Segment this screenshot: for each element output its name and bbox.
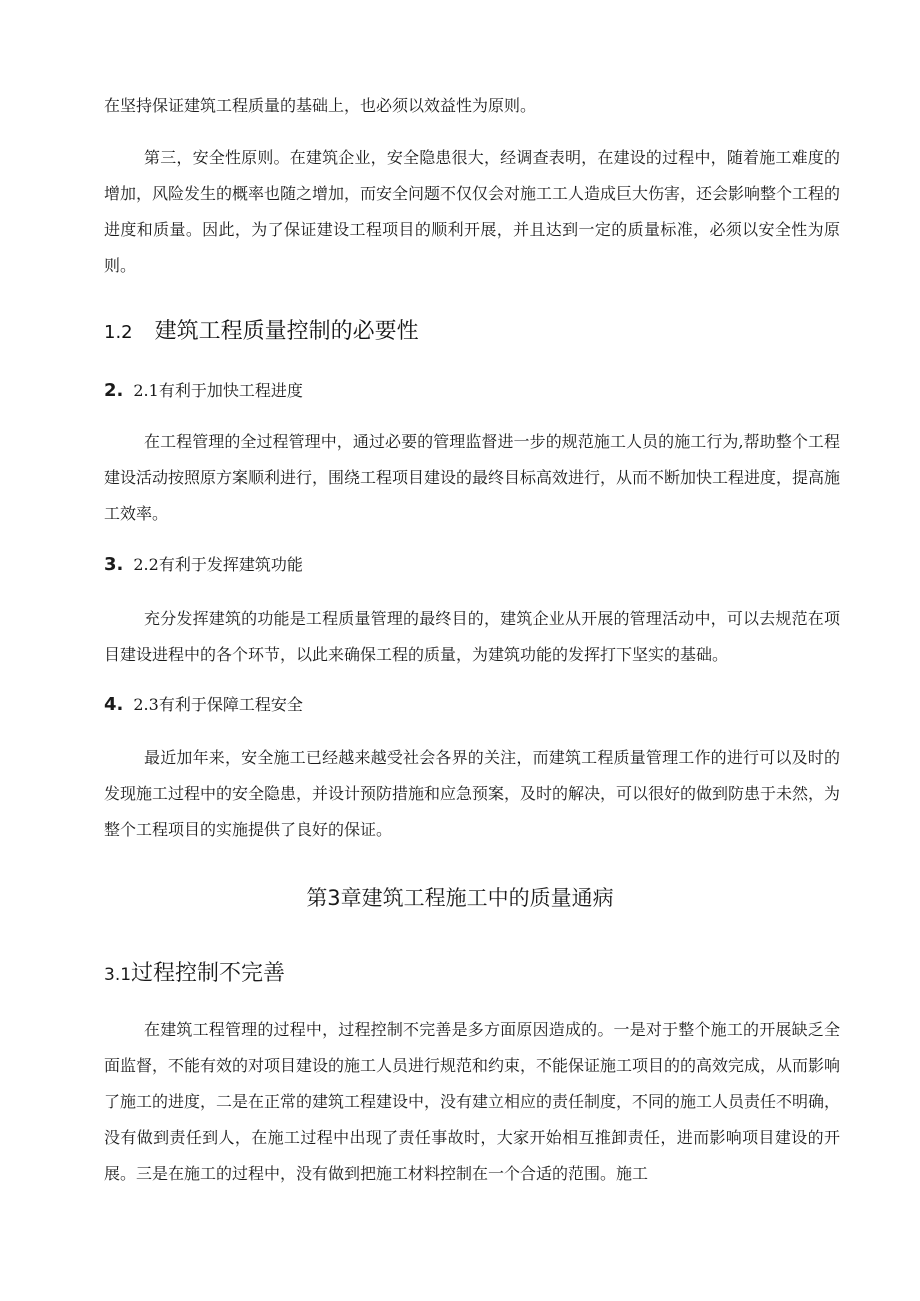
subsection-title: 2.2有利于发挥建筑功能	[133, 555, 303, 574]
section-heading-1-2	[104, 316, 419, 349]
section-title: 过程控制不完善	[131, 961, 286, 986]
subsection-title: 2.3有利于保障工程安全	[133, 695, 303, 714]
list-number: 2.	[104, 380, 124, 401]
paragraph-building-function: 充分发挥建筑的功能是工程质量管理的最终目的，建筑企业从开展的管理活动中，可以去规范在项目建设进程中的各个环节，以此来确保工程的质量，为建筑功能的发挥打下坚实的基础。	[104, 609, 840, 664]
paragraph-construction-safety: 最近加年来，安全施工已经越来越受社会各界的关注，而建筑工程质量管理工作的进行可以及时的发现施工过程中的安全隐患，并设计预防措施和应急预案，及时的解决，可以很好的做到防患于未然，为整个工程项目的实施提供了良好的保证。	[104, 748, 841, 839]
subsection-heading-2-3	[104, 690, 303, 720]
section-heading-3-1	[104, 958, 285, 991]
chapter-heading-3: 第3章建筑工程施工中的质量通病	[306, 886, 614, 910]
paragraph-efficiency-principle: 在坚持保证建筑工程质量的基础上，也必须以效益性为原则。	[104, 96, 537, 115]
list-number: 3.	[104, 554, 124, 575]
section-number: 1.2	[104, 322, 133, 343]
paragraph-process-control: 在建筑工程管理的过程中，过程控制不完善是多方面原因造成的。一是对于整个施工的开展缺乏全面监督，不能有效的对项目建设的施工人员进行规范和约束，不能保证施工项目的的高效完成，从而影响了施工的进度，二是在正常的建筑工程建设中，没有建立相应的责任制度，不同的施工人员责任不明确，没有做到责任到人，在施工过程中出现了责任事故时，大家开始相互推卸责任，进而影响项目建设的开展。三是在施工的过程中，没有做到把施工材料控制在一个合适的范围。施工	[104, 1020, 841, 1183]
subsection-heading-2-2	[104, 550, 303, 580]
subsection-title: 2.1有利于加快工程进度	[133, 381, 303, 400]
section-number: 3.1	[104, 965, 132, 985]
subsection-heading-2-1	[104, 376, 303, 406]
list-number: 4.	[104, 694, 124, 715]
paragraph-safety-principle: 第三，安全性原则。在建筑企业，安全隐患很大，经调查表明，在建设的过程中，随着施工难度的增加，风险发生的概率也随之增加，而安全问题不仅仅会对施工工人造成巨大伤害，还会影响整个工程的进度和质量。因此，为了保证建设工程项目的顺利开展，并且达到一定的质量标准，必须以安全性为原则。	[104, 148, 841, 275]
paragraph-speed-up-progress: 在工程管理的全过程管理中，通过必要的管理监督进一步的规范施工人员的施工行为,帮助整个工程建设活动按照原方案顺利进行，围绕工程项目建设的最终目标高效进行，从而不断加快工程进度，提高施工效率。	[104, 432, 841, 523]
section-title: 建筑工程质量控制的必要性	[154, 319, 419, 344]
